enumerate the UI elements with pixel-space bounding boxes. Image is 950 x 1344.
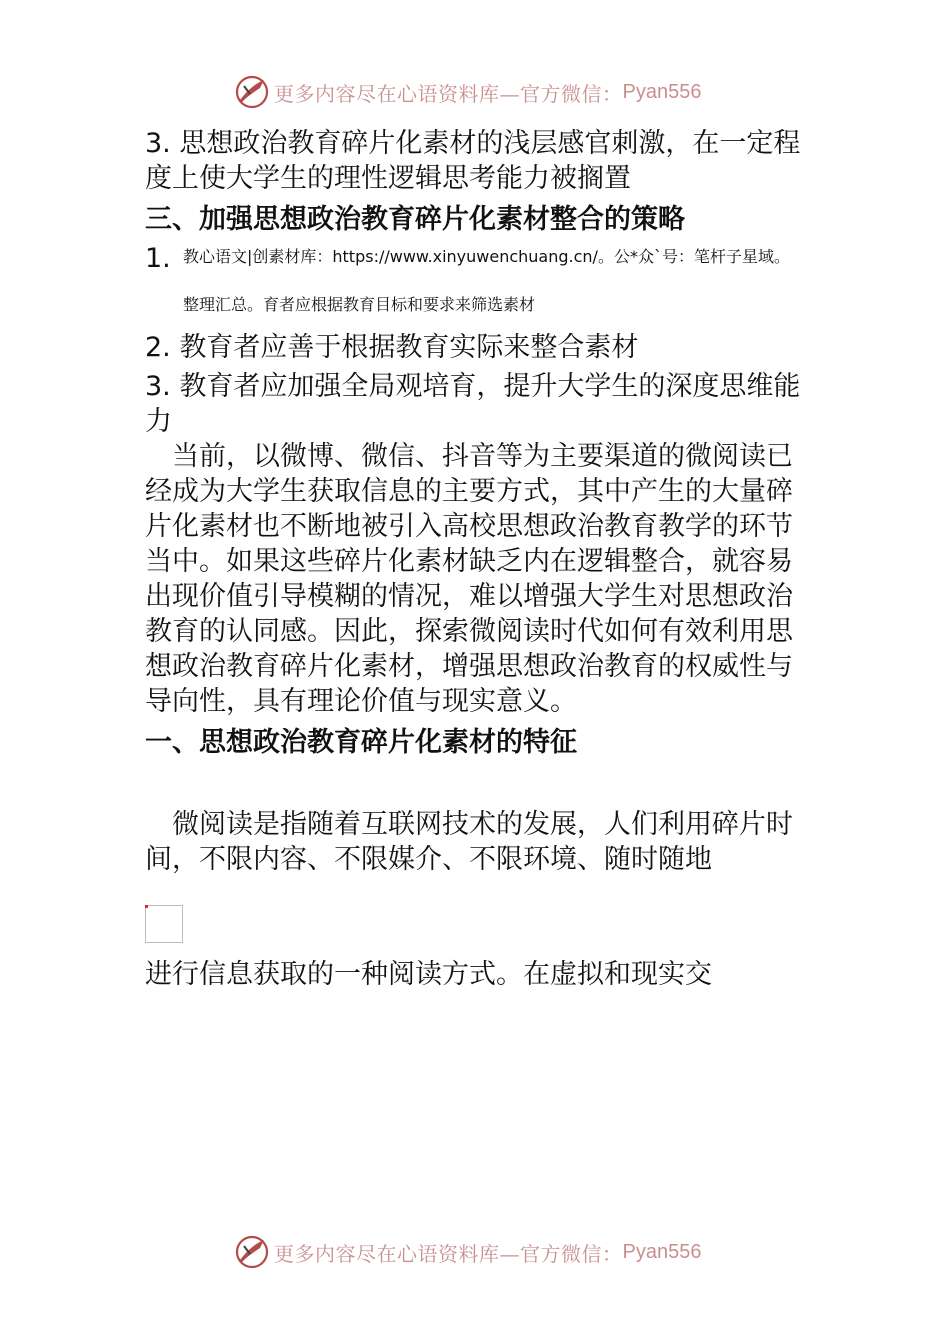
- continuation-paragraph: 进行信息获取的一种阅读方式。在虚拟和现实交: [145, 959, 712, 990]
- image-placeholder: [145, 905, 183, 943]
- document-body: [145, 126, 815, 992]
- list-item-3: 3. 教育者应加强全局观培育，提升大学生的深度思维能力: [145, 371, 801, 437]
- list-item-2: 2. 教育者应善于根据教育实际来整合素材: [145, 332, 639, 363]
- pen-seal-logo-icon: [234, 74, 270, 110]
- intro-paragraph: 当前，以微博、微信、抖音等为主要渠道的微阅读已经成为大学生获取信息的主要方式，其中产生的大量碎片化素材也不断地被引入高校思想政治教育教学的环节当中。如果这些碎片化素材缺乏内在逻辑整合，就容易出现价值引导模糊的情况，难以增强大学生对思想政治教育的认同感。因此，探索微阅读时代如何有效利用思想政治教育碎片化素材，增强思想政治教育的权威性与导向性，具有理论价值与现实意义。: [145, 441, 793, 717]
- list-item-1: [145, 244, 815, 316]
- pen-seal-logo-icon: [234, 1234, 270, 1270]
- spacer: [145, 767, 815, 807]
- section-heading-1: 一、思想政治教育碎片化素材的特征: [145, 727, 577, 758]
- list-item-1-text: [183, 246, 815, 316]
- list-item-1-line-b: 整理汇总。育者应根据教育目标和要求来筛选素材: [183, 295, 536, 314]
- list-item-3-top: 3. 思想政治教育碎片化素材的浅层感官刺激，在一定程度上使大学生的理性逻辑思考能力被搁置: [145, 128, 801, 194]
- watermark-text: 更多内容尽在心语资料库—官方微信：: [274, 81, 623, 106]
- header-watermark: [234, 74, 701, 110]
- footer-watermark: [234, 1234, 701, 1270]
- watermark-wechat-id: Pyan556: [622, 1240, 702, 1263]
- list-item-1-number: 1.: [145, 243, 171, 274]
- watermark-text: 更多内容尽在心语资料库—官方微信：: [274, 1241, 623, 1266]
- micro-reading-paragraph: 微阅读是指随着互联网技术的发展，人们利用碎片时间，不限内容、不限媒介、不限环境、随时随地: [145, 809, 793, 875]
- section-heading-3: 三、加强思想政治教育碎片化素材整合的策略: [145, 204, 685, 235]
- placeholder-corner-mark: [145, 905, 148, 908]
- watermark-wechat-id: Pyan556: [622, 80, 702, 103]
- list-item-1-line-a: 教心语文|创素材库：https://www.xinyuwenchuang.cn/。公*众`号：笔杆子星域。: [183, 247, 790, 266]
